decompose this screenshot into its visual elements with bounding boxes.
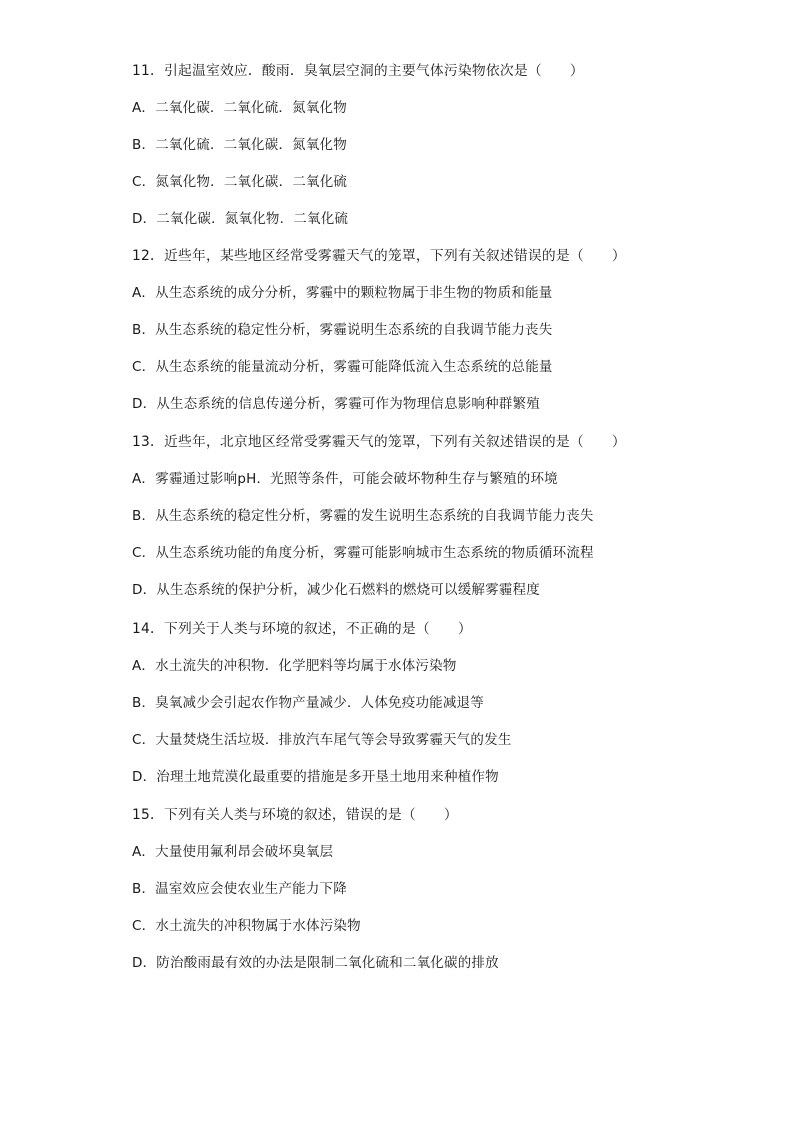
option-a: A．大量使用氟利昂会破坏臭氧层 [132, 844, 334, 860]
option-a: A．雾霾通过影响pH．光照等条件，可能会破坏物种生存与繁殖的环境 [132, 471, 558, 487]
option-d: D．防治酸雨最有效的办法是限制二氧化硫和二氧化碳的排放 [132, 955, 499, 971]
option-a: A．水土流失的冲积物．化学肥料等均属于水体污染物 [132, 658, 457, 674]
option-c: C．水土流失的冲积物属于水体污染物 [132, 918, 361, 934]
question-15 [132, 797, 752, 982]
question-stem: 13．近些年，北京地区经常受雾霾天气的笼罩，下列有关叙述错误的是（ ） [132, 434, 626, 450]
question-stem: 14．下列关于人类与环境的叙述，不正确的是（ ） [132, 621, 472, 637]
option-d: D．二氧化碳．氮氧化物．二氧化硫 [132, 211, 349, 227]
option-c: C．从生态系统的能量流动分析，雾霾可能降低流入生态系统的总能量 [132, 359, 553, 375]
question-13 [132, 424, 752, 609]
option-a: A．二氧化碳．二氧化硫．氮氧化物 [132, 100, 347, 116]
question-12 [132, 238, 752, 423]
option-a: A．从生态系统的成分分析，雾霾中的颗粒物属于非生物的物质和能量 [132, 285, 553, 301]
option-d: D．治理土地荒漠化最重要的措施是多开垦土地用来种植作物 [132, 769, 499, 785]
option-d: D．从生态系统的信息传递分析，雾霾可作为物理信息影响种群繁殖 [132, 396, 540, 412]
option-d: D．从生态系统的保护分析，减少化石燃料的燃烧可以缓解雾霾程度 [132, 582, 540, 598]
question-stem: 11．引起温室效应．酸雨．臭氧层空洞的主要气体污染物依次是（ ） [132, 63, 584, 79]
option-b: B．温室效应会使农业生产能力下降 [132, 881, 347, 897]
option-b: B．臭氧减少会引起农作物产量减少．人体免疫功能减退等 [132, 695, 484, 711]
question-11 [132, 53, 752, 238]
question-stem: 12．近些年，某些地区经常受雾霾天气的笼罩，下列有关叙述错误的是（ ） [132, 248, 626, 264]
option-b: B．二氧化硫．二氧化碳．氮氧化物 [132, 137, 347, 153]
option-c: C．氮氧化物．二氧化碳．二氧化硫 [132, 174, 348, 190]
question-14 [132, 611, 752, 796]
option-b: B．从生态系统的稳定性分析，雾霾的发生说明生态系统的自我调节能力丧失 [132, 508, 594, 524]
question-stem: 15．下列有关人类与环境的叙述，错误的是（ ） [132, 807, 458, 823]
option-b: B．从生态系统的稳定性分析，雾霾说明生态系统的自我调节能力丧失 [132, 322, 553, 338]
option-c: C．大量焚烧生活垃圾．排放汽车尾气等会导致雾霾天气的发生 [132, 732, 512, 748]
option-c: C．从生态系统功能的角度分析，雾霾可能影响城市生态系统的物质循环流程 [132, 545, 594, 561]
